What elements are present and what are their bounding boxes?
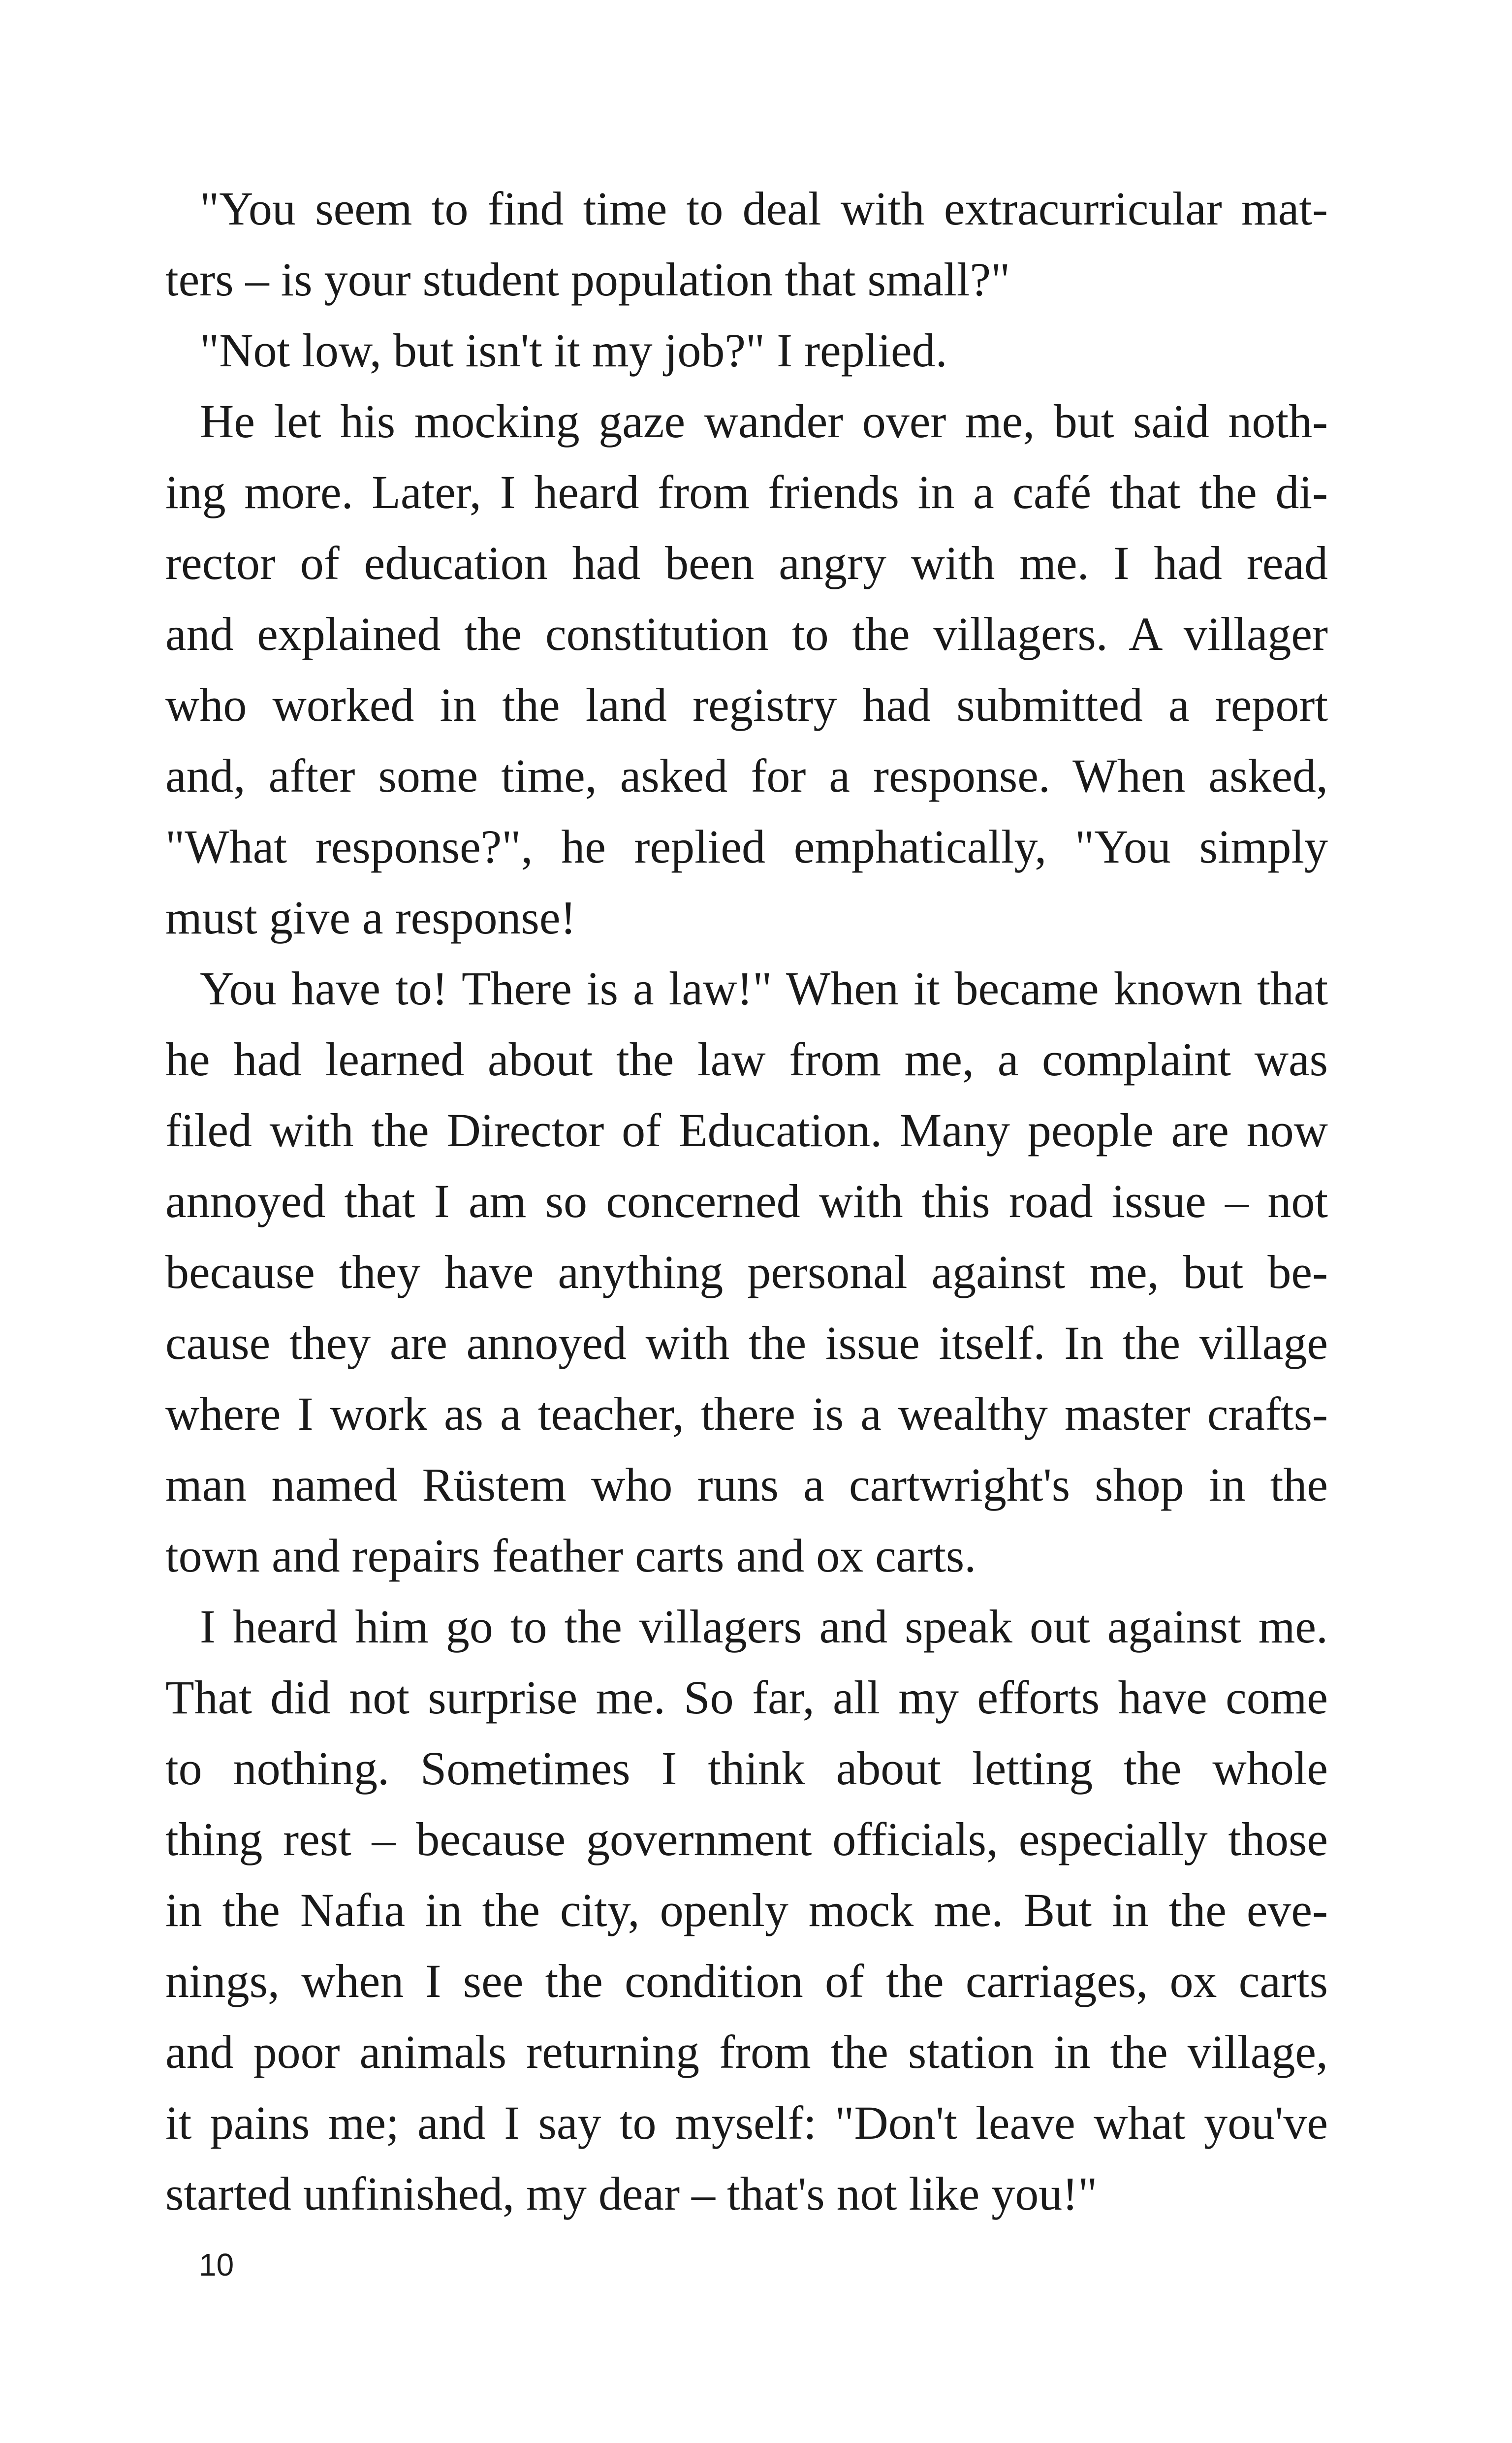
text-line: man named Rüstem who runs a cartwright's shop in the xyxy=(165,1458,1328,1511)
text-line: where I work as a teacher, there is a wealthy master crafts- xyxy=(165,1387,1328,1440)
text-line: it pains me; and I say to myself: "Don't leave what you've xyxy=(165,2096,1328,2149)
text-line: and poor animals returning from the station in the village, xyxy=(165,2025,1328,2078)
text-line: to nothing. Sometimes I think about letting the whole xyxy=(165,1742,1328,1795)
page-number: 10 xyxy=(199,2247,234,2282)
text-line: he had learned about the law from me, a complaint was xyxy=(165,1033,1328,1086)
text-line: "You seem to find time to deal with extracurricular mat- xyxy=(200,182,1328,235)
text-line: He let his mocking gaze wander over me, but said noth- xyxy=(200,395,1328,448)
paragraph xyxy=(165,315,1328,386)
text-line: thing rest – because government officials, especially those xyxy=(165,1813,1328,1865)
paragraph xyxy=(165,386,1328,953)
text-line: started unfinished, my dear – that's not like you!" xyxy=(165,2167,1098,2220)
paragraph xyxy=(165,1591,1328,2229)
text-line: ters – is your student population that small?" xyxy=(165,253,1010,306)
text-line: That did not surprise me. So far, all my efforts have come xyxy=(165,1671,1328,1724)
text-line: ing more. Later, I heard from friends in a café that the di- xyxy=(165,466,1328,518)
paragraph xyxy=(165,953,1328,1591)
text-line: must give a response! xyxy=(165,891,576,944)
text-line: annoyed that I am so concerned with this road issue – not xyxy=(165,1175,1328,1227)
text-line: "What response?", he replied emphatically, "You simply xyxy=(165,820,1328,873)
text-line: and, after some time, asked for a response. When asked, xyxy=(165,749,1328,802)
text-line: I heard him go to the villagers and speak out against me. xyxy=(200,1600,1328,1653)
text-line: You have to! There is a law!" When it became known that xyxy=(200,962,1328,1015)
text-line: and explained the constitution to the villagers. A villager xyxy=(165,608,1328,660)
paragraph xyxy=(165,173,1328,315)
text-line: rector of education had been angry with me. I had read xyxy=(165,537,1328,589)
text-line: cause they are annoyed with the issue itself. In the village xyxy=(165,1317,1328,1369)
text-line: because they have anything personal against me, but be- xyxy=(165,1246,1328,1298)
text-line: nings, when I see the condition of the carriages, ox carts xyxy=(165,1955,1328,2007)
text-line: in the Nafıa in the city, openly mock me. But in the eve- xyxy=(165,1884,1328,1936)
body-text xyxy=(165,173,1328,2229)
text-line: town and repairs feather carts and ox carts. xyxy=(165,1529,976,1582)
text-line: "Not low, but isn't it my job?" I replied. xyxy=(200,324,947,377)
text-line: who worked in the land registry had submitted a report xyxy=(165,678,1328,731)
text-line: filed with the Director of Education. Many people are now xyxy=(165,1104,1328,1157)
